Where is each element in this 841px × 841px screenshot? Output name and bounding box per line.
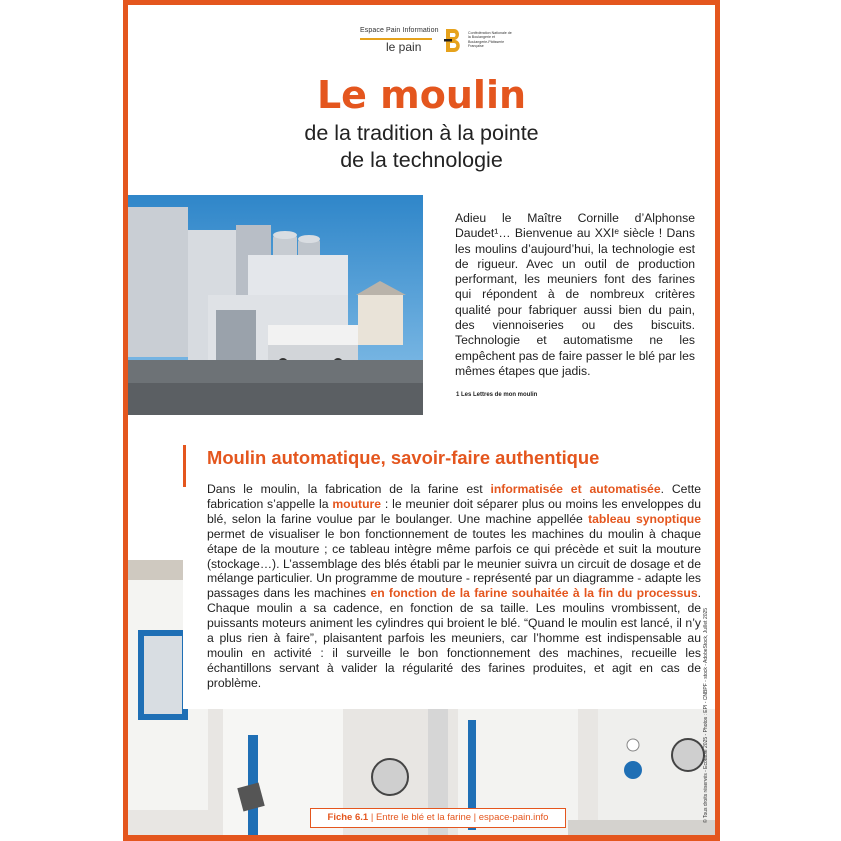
footer-rest: | Entre le blé et la farine | espace-pain.info bbox=[368, 812, 549, 823]
footer-reference[interactable] bbox=[310, 808, 566, 828]
highlight-automation: informatisée et automatisée bbox=[490, 482, 661, 496]
body-text-4: permet de visualiser le bon fonctionnement de toutes les machines du moulin à chaque étape de la mouture ; ce tableau intègre même parfois ce qui précède et suit la mouture (stockage…). L’assemblage des blés établi par le meunier suivra un circuit de dosage et de mélange particulier. Un programme de mouture - représenté par un diagramme - adapte les passages dans les machines bbox=[207, 526, 701, 601]
body-text-5: . Chaque moulin a sa cadence, en fonction de sa taille. Les moulins vrombissent, de puissants moteurs animent les cylindres qui broient le blé. “Quand le moulin est lancé, il n’y a plus rien à faire”, plaisantent parfois les meuniers, car l’homme est indispensable au moulin en activité : il surveille le bon fonctionnement des machines, recueille les échantillons servant à valider la régularité des farines produites, et agit en cas de problème. bbox=[207, 586, 701, 690]
poster-frame bbox=[123, 0, 720, 841]
intro-paragraph: Adieu le Maître Cornille d’Alphonse Daudet¹… Bienvenue au XXIᵉ siècle ! Dans les moulins d’aujourd’hui, la technologie est de rigueur. Avec un outil de production performant, les meuniers font des farines qui répondent à de nombreux critères qualité pour fabriquer aussi bien du pain, des viennoiseries ou des biscuits. Technologie et automatisme ne les empêchent pas de faire passer le blé par les mêmes étapes que jadis. bbox=[455, 211, 695, 378]
header-logos bbox=[360, 27, 510, 57]
brand-main-text: le pain bbox=[386, 40, 422, 54]
section-title: Moulin automatique, savoir-faire authentique bbox=[207, 447, 600, 468]
page-subtitle bbox=[128, 120, 715, 174]
section-accent-bar bbox=[183, 445, 186, 487]
subtitle-line-2: de la technologie bbox=[340, 148, 503, 172]
body-text-3: : le meunier doit séparer plus ou moins les enveloppes du blé, selon la farine voulue par le boulanger. Une machine appellée bbox=[207, 496, 702, 526]
body-text-2: . Cette fabrication s’appelle la bbox=[207, 482, 702, 511]
subtitle-line-1: de la tradition à la pointe bbox=[304, 121, 539, 145]
highlight-synoptic: tableau synoptique bbox=[588, 511, 702, 526]
confederation-logo-icon bbox=[444, 27, 464, 54]
intro-footnote: 1 Les Lettres de mon moulin bbox=[456, 392, 538, 398]
content-card bbox=[183, 445, 715, 709]
page-title: Le moulin bbox=[316, 73, 527, 117]
highlight-mouture: mouture bbox=[332, 496, 382, 511]
photo-credit: © Tous droits réservés - Ecotable 2025 - Photos : EPI - CNBPF - stock - AdobeStock, Juillet 2025 bbox=[703, 607, 709, 823]
logo-caption: Confédération Nationale de la Boulangerie et Boulangerie-Pâtisserie Française bbox=[468, 31, 512, 49]
body-text-1: Dans le moulin, la fabrication de la farine est bbox=[207, 482, 491, 496]
highlight-process: en fonction de la farine souhaitée à la fin du processus bbox=[370, 586, 698, 601]
brand-top-text: Espace Pain Information bbox=[360, 27, 439, 34]
mill-exterior-photo bbox=[128, 195, 423, 415]
footer-fiche: Fiche 6.1 bbox=[327, 812, 369, 823]
section-body bbox=[207, 482, 701, 691]
